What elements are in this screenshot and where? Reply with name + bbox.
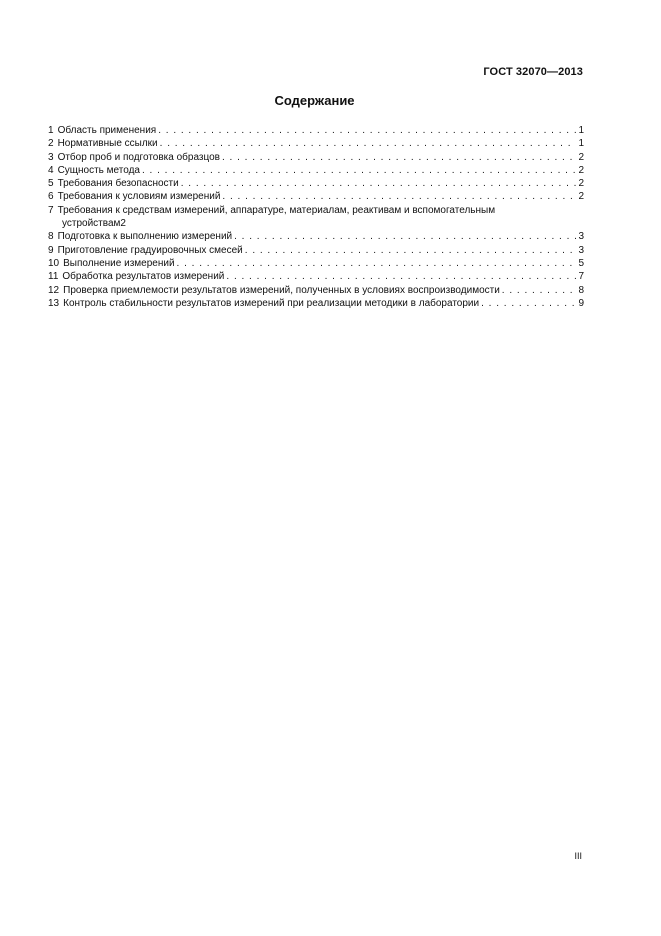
toc-leader-dots xyxy=(160,137,577,150)
toc-entry[interactable] xyxy=(48,190,584,203)
toc-entry-page: 5 xyxy=(578,257,584,269)
toc-entry-page: 9 xyxy=(578,297,584,309)
toc-entry-page: 2 xyxy=(578,191,584,203)
toc-entry-page: 7 xyxy=(578,271,584,283)
toc-leader-dots xyxy=(158,124,576,137)
toc-entry-number: 1 xyxy=(48,125,54,136)
toc-entry[interactable] xyxy=(48,284,584,297)
toc-leader-dots xyxy=(222,190,576,203)
toc-leader-dots xyxy=(245,244,577,257)
toc-entry-page: 2 xyxy=(578,178,584,190)
toc-leader-dots xyxy=(222,151,576,164)
toc-leader-dots xyxy=(226,270,576,283)
toc-entry-title: Область применения xyxy=(57,125,157,136)
toc-entry[interactable] xyxy=(48,137,584,150)
toc-entry[interactable] xyxy=(48,244,584,257)
toc-leader-dots xyxy=(502,284,577,297)
toc-leader-dots xyxy=(481,297,576,310)
toc-entry-number: 7 xyxy=(48,204,54,216)
table-of-contents xyxy=(48,124,584,310)
toc-entry-number: 2 xyxy=(48,138,54,150)
toc-entry[interactable] xyxy=(48,177,584,190)
toc-entry-title: Подготовка к выполнению измерений xyxy=(57,231,233,243)
toc-entry-page: 2 xyxy=(120,218,126,230)
toc-entry-number: 6 xyxy=(48,191,54,203)
toc-entry-title: Требования безопасности xyxy=(57,178,179,190)
toc-entry-page: 1 xyxy=(578,138,584,150)
toc-entry-number: 3 xyxy=(48,151,54,163)
toc-entry-number: 12 xyxy=(48,284,60,296)
standard-code: ГОСТ 32070—2013 xyxy=(483,66,583,78)
toc-entry-page: 8 xyxy=(578,284,584,296)
toc-entry-title: Выполнение измерений xyxy=(63,257,175,269)
toc-entry-title: Обработка результатов измерений xyxy=(62,271,225,283)
toc-entry-number: 10 xyxy=(48,257,60,269)
toc-entry-page: 3 xyxy=(578,244,584,256)
toc-entry-title: Требования к условиям измерений xyxy=(57,191,221,203)
toc-entry-title: Требования к средствам измерений, аппаратуре, материалам, реактивам и вспомогательным xyxy=(57,204,496,216)
toc-leader-dots xyxy=(142,164,576,177)
toc-entry-continuation xyxy=(48,217,584,230)
toc-entry-number: 5 xyxy=(48,178,54,190)
toc-leader-dots xyxy=(234,230,576,243)
page-number: III xyxy=(574,851,582,861)
toc-entry-title: Отбор проб и подготовка образцов xyxy=(57,151,220,163)
toc-entry-title: Сущность метода xyxy=(57,164,140,176)
toc-entry[interactable] xyxy=(48,151,584,164)
toc-entry[interactable] xyxy=(48,270,584,283)
toc-entry-number: 4 xyxy=(48,164,54,176)
toc-entry-number: 11 xyxy=(48,271,59,283)
toc-entry-title-continuation: устройствам xyxy=(62,218,121,230)
toc-entry-page: 2 xyxy=(578,151,584,163)
toc-leader-dots xyxy=(177,257,577,270)
toc-entry[interactable] xyxy=(48,257,584,270)
toc-entry-number: 13 xyxy=(48,297,60,309)
toc-entry-number: 9 xyxy=(48,244,54,256)
toc-entry[interactable] xyxy=(48,230,584,243)
toc-entry[interactable] xyxy=(48,204,584,231)
toc-entry[interactable] xyxy=(48,164,584,177)
toc-entry-title: Нормативные ссылки xyxy=(57,138,158,150)
toc-entry[interactable] xyxy=(48,297,584,310)
toc-entry-title: Проверка приемлемости результатов измерений, полученных в условиях воспроизводимости xyxy=(63,284,500,296)
toc-leader-dots xyxy=(181,177,577,190)
toc-entry-page: 2 xyxy=(578,164,584,176)
toc-title xyxy=(0,93,661,108)
toc-entry[interactable] xyxy=(48,124,584,137)
toc-entry-number: 8 xyxy=(48,231,54,243)
toc-entry-first-line xyxy=(48,204,584,217)
toc-entry-title: Контроль стабильности результатов измерений при реализации методики в лаборатории xyxy=(63,297,480,309)
toc-title-text: Содержание xyxy=(274,93,355,108)
toc-entry-page: 3 xyxy=(578,231,584,243)
toc-entry-page: 1 xyxy=(578,125,584,136)
toc-entry-title: Приготовление градуировочных смесей xyxy=(57,244,243,256)
